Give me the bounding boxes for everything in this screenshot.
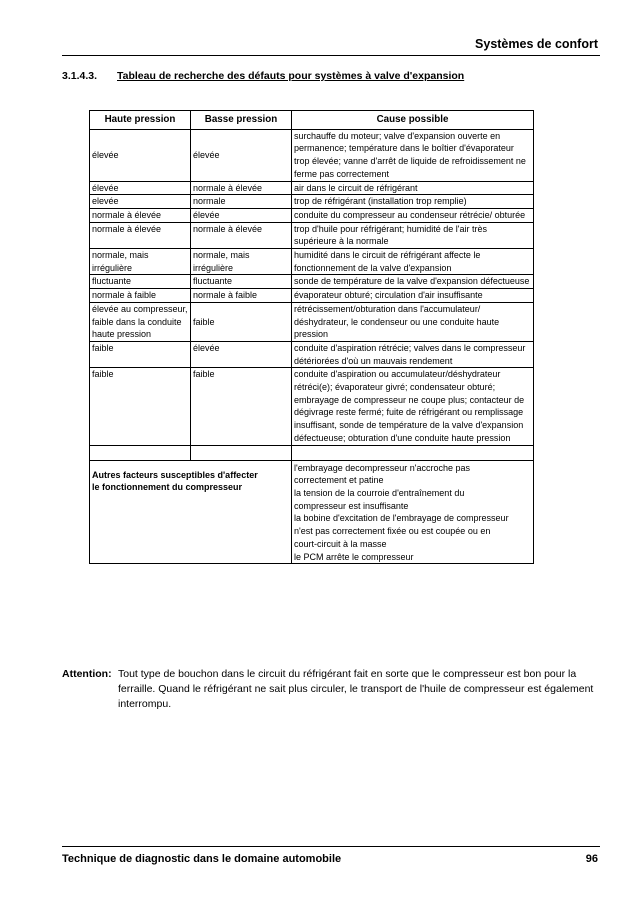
low-pressure-cell: élevée — [191, 341, 292, 367]
other-factors-row — [90, 460, 534, 564]
cause-cell: sonde de température de la valve d'expansion défectueuse — [292, 275, 534, 289]
low-pressure-cell: normale, mais irrégulière — [191, 249, 292, 275]
footer-divider — [62, 846, 600, 847]
cause-cell: conduite d'aspiration rétrécie; valves dans le compresseur détériorées d'où un mauvais rendement — [292, 341, 534, 367]
cause-cell: conduite d'aspiration ou accumulateur/déshydrateur rétréci(e); évaporateur givré; condensateur obturé; embrayage de compresseur ne coupe plus; contacteur de dégivrage reste fermé; fuite de réfrigérant ou remplissage insuffisant, sonde de température de la valve d'expansion défectueuse; obturation d'une conduite haute pression — [292, 368, 534, 445]
high-pressure-cell: normale, mais irrégulière — [90, 249, 191, 275]
table-row — [90, 222, 534, 248]
table-row — [90, 302, 534, 341]
cause-cell: air dans le circuit de réfrigérant — [292, 181, 534, 195]
other-factor-line: la tension de la courroie d'entraînement du — [294, 487, 465, 498]
other-factor-line: correctement et patine — [294, 475, 384, 486]
table-row — [90, 208, 534, 222]
high-pressure-cell: fluctuante — [90, 275, 191, 289]
low-pressure-cell: élevée — [191, 208, 292, 222]
other-factor-line: court-circuit à la masse — [294, 538, 387, 549]
high-pressure-cell: faible — [90, 341, 191, 367]
low-pressure-cell: fluctuante — [191, 275, 292, 289]
high-pressure-cell: élevée — [90, 129, 191, 181]
high-pressure-cell: normale à élevée — [90, 208, 191, 222]
page-number: 96 — [585, 853, 598, 865]
high-pressure-cell: normale à faible — [90, 289, 191, 303]
cause-cell: humidité dans le circuit de réfrigérant affecte le fonctionnement de la valve d'expansion — [292, 249, 534, 275]
low-pressure-cell: normale à élevée — [191, 181, 292, 195]
cause-cell: rétrécissement/obturation dans l'accumulateur/ déshydrateur, le condenseur ou une conduite haute pression — [292, 302, 534, 341]
other-factors-label-text: Autres facteurs susceptibles d'affecter le fonctionnement du compresseur — [92, 469, 258, 493]
low-pressure-cell: normale — [191, 195, 292, 209]
section-heading — [62, 70, 464, 82]
high-pressure-cell: elevée — [90, 195, 191, 209]
other-factors-causes — [292, 460, 534, 564]
column-header-possible-cause: Cause possible — [292, 111, 534, 130]
table-row — [90, 249, 534, 275]
footer-title: Technique de diagnostic dans le domaine automobile — [62, 853, 342, 865]
table-spacer-row — [90, 445, 534, 460]
low-pressure-cell: faible — [191, 368, 292, 445]
low-pressure-cell: normale à faible — [191, 289, 292, 303]
low-pressure-cell: normale à élevée — [191, 222, 292, 248]
other-factors-label — [90, 460, 292, 564]
high-pressure-cell: élevée au compresseur, faible dans la conduite haute pression — [90, 302, 191, 341]
other-factor-line: la bobine d'excitation de l'embrayage de compresseur — [294, 513, 509, 524]
table-row — [90, 341, 534, 367]
high-pressure-cell: élevée — [90, 181, 191, 195]
other-factor-line: compresseur est insuffisante — [294, 500, 409, 511]
low-pressure-cell: élevée — [191, 129, 292, 181]
column-header-low-pressure: Basse pression — [191, 111, 292, 130]
attention-text: Tout type de bouchon dans le circuit du réfrigérant fait en sorte que le compresseur est bon pour la ferraille. Quand le réfrigérant ne sait plus circuler, le transport de l'huile de compresseur est également interrompu. — [118, 668, 594, 710]
cause-cell: conduite du compresseur au condenseur rétrécie/ obturée — [292, 208, 534, 222]
table-row — [90, 289, 534, 303]
high-pressure-cell: faible — [90, 368, 191, 445]
low-pressure-cell: faible — [191, 302, 292, 341]
other-factor-line: n'est pas correctement fixée ou est coupée ou en — [294, 526, 491, 537]
attention-label: Attention: — [62, 668, 112, 680]
table-row — [90, 368, 534, 445]
fault-table — [89, 110, 534, 564]
section-title: Tableau de recherche des défauts pour systèmes à valve d'expansion — [117, 70, 465, 82]
table-row — [90, 275, 534, 289]
table-row — [90, 195, 534, 209]
other-factor-line: l'embrayage decompresseur n'accroche pas — [294, 462, 471, 473]
table-row — [90, 181, 534, 195]
header-divider — [62, 55, 600, 56]
attention-note — [62, 667, 607, 712]
cause-cell: évaporateur obturé; circulation d'air insuffisante — [292, 289, 534, 303]
table-header-row — [90, 111, 534, 130]
section-number: 3.1.4.3. — [62, 70, 98, 82]
table-row — [90, 129, 534, 181]
high-pressure-cell: normale à élevée — [90, 222, 191, 248]
other-factor-line: le PCM arrête le compresseur — [294, 551, 414, 562]
cause-cell: surchauffe du moteur; valve d'expansion ouverte en permanence; température dans le boîtier d'évaporateur trop élevée; vanne d'arrêt de liquide de refroidissement ne ferme pas correctement — [292, 129, 534, 181]
cause-cell: trop d'huile pour réfrigérant; humidité de l'air très supérieure à la normale — [292, 222, 534, 248]
page-header-title: Systèmes de confort — [475, 37, 598, 51]
cause-cell: trop de réfrigérant (installation trop remplie) — [292, 195, 534, 209]
column-header-high-pressure: Haute pression — [90, 111, 191, 130]
